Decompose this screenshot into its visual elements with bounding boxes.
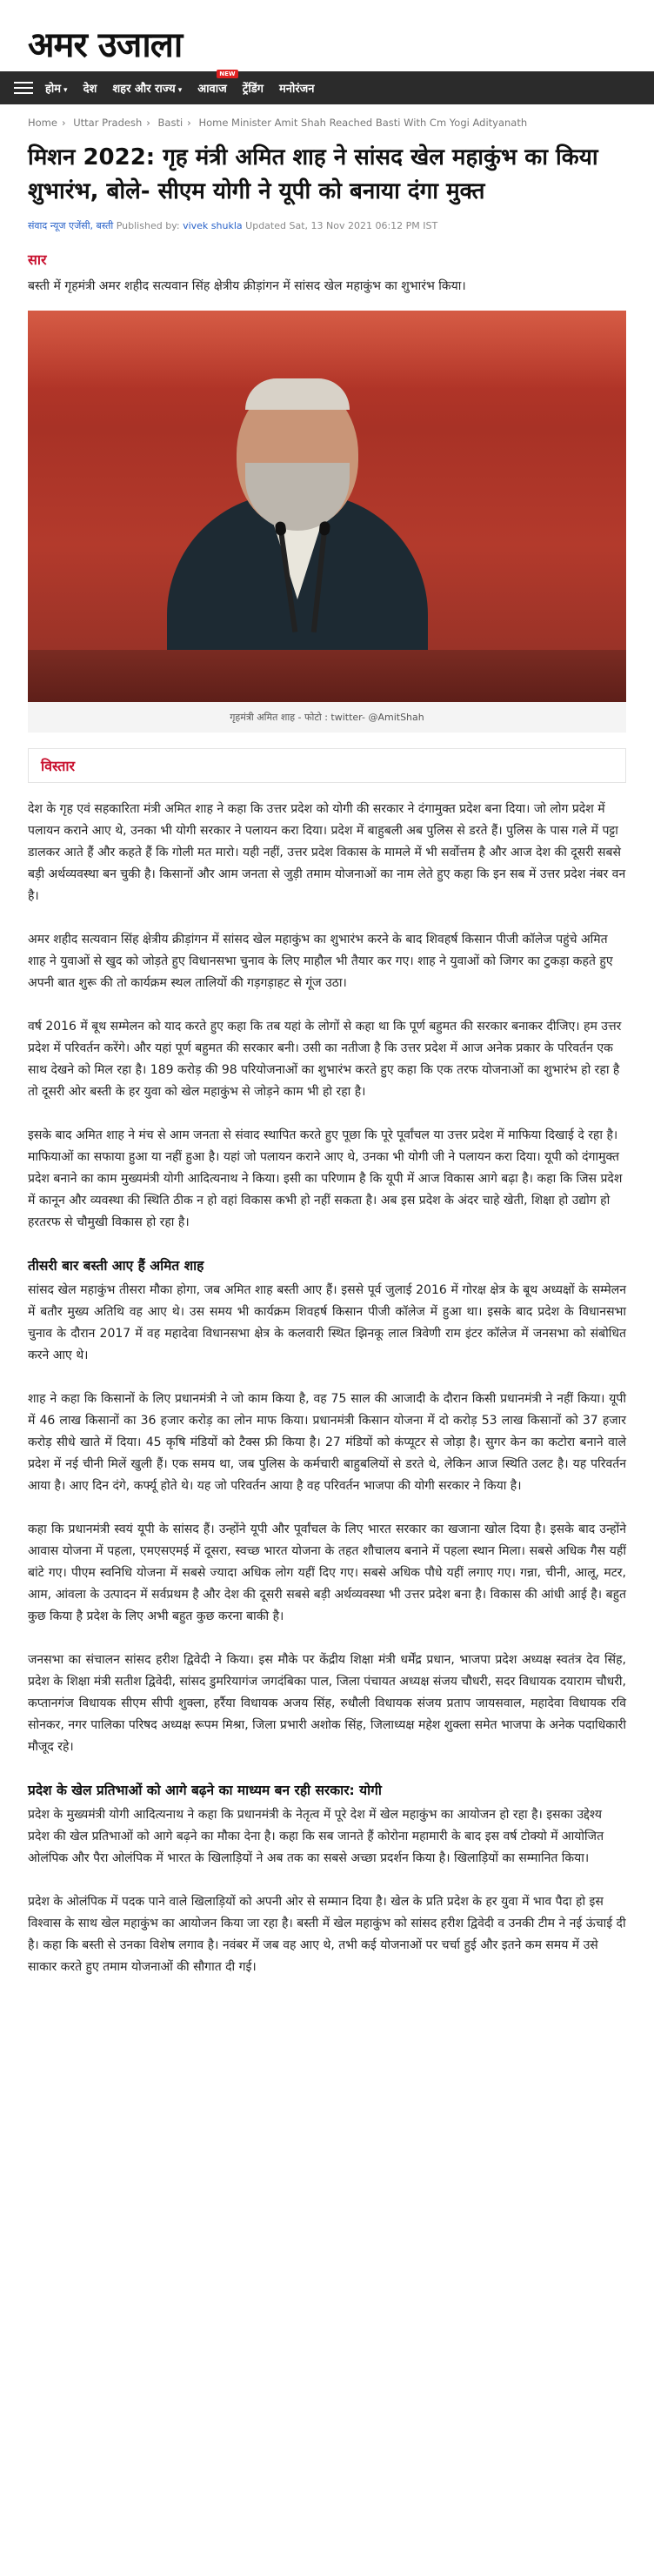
article-paragraph: इसके बाद अमित शाह ने मंच से आम जनता से संवाद स्थापित करते हुए पूछा कि पूरे पूर्वांचल या उत्तर प्रदेश में माफिया दिखाई दे रहा है। माफियाओं का सफाया हुआ या नहीं हुआ है। यहां जो पलायन कराने आए थे, उनका भी योगी जी ने पलायन करा दिया। यूपी को दंगामुक्त प्रदेश बनाने का काम मुख्यमंत्री योगी आदित्यनाथ ने किया। इसी का परिणाम है कि यूपी में आज विकास आगे बढ़ा है। कहा कि जिस प्रदेश में कानून और व्यवस्था की स्थिति ठीक न हो वहां विकास कभी हो नहीं सकता है। अब इस प्रदेश के अंदर चाहे खेती, शिक्षा हो उद्योग हो हरतरफ से चौमुखी विकास हो रहा है। — [28, 1128, 623, 1229]
chevron-down-icon: ▾ — [177, 86, 183, 95]
nav-item-city-state[interactable]: शहर और राज्य ▾ — [112, 83, 183, 96]
article-paragraph: वर्ष 2016 में बूथ सम्मेलन को याद करते हुए कहा कि तब यहां के लोगों से कहा था कि पूर्ण बहुमत की सरकार बनाकर दीजिए। हम उत्तर प्रदेश में परिवर्तन करेंगे। और यहां पूर्ण बहुमत की सरकार बनी। उसी का नतीजा है कि उत्तर प्रदेश में आज अनेक प्रकार के परिवर्तन एक साथ देखने को मिल रहा है। 189 करोड़ की 98 परियोजनाओं का शुभारंभ करते हुए कहा कि एक तरफ योजनाओं का शुभारंभ हो रहा है तो दूसरी ओर बस्ती के हर युवा को खेल महाकुंभ से जोड़ने काम भी हो रहा है। — [28, 1020, 622, 1099]
nav-item-trending[interactable]: ट्रेंडिंग — [242, 83, 264, 96]
photo-caption: गृहमंत्री अमित शाह - फोटो : twitter- @AmitShah — [28, 702, 626, 733]
article-paragraph: अमर शहीद सत्यवान सिंह क्षेत्रीय क्रीड़ांगन में सांसद खेल महाकुंभ का शुभारंभ करने के बाद शिवहर्ष किसान पीजी कॉलेज पहुंचे अमित शाह ने युवाओं से खुद को जोड़ते हुए विधानसभा चुनाव के लिए माहौल भी तैयार कर गए। शाह ने युवाओं को जिगर का टुकड़ा कहते हुए अपनी बात शुरू की तो कार्यक्रम स्थल तालियों की गड़गड़ाहट से गूंज उठा। — [28, 933, 613, 990]
breadcrumb-uttar-pradesh[interactable]: Uttar Pradesh — [73, 117, 143, 129]
article-byline — [0, 209, 654, 232]
byline-published-label: Published by: — [116, 220, 180, 231]
detail-label: विस्तार — [41, 758, 76, 774]
article-paragraph: सांसद खेल महाकुंभ तीसरा मौका होगा, जब अमित शाह बस्ती आए हैं। इससे पूर्व जुलाई 2016 में गोरक्ष क्षेत्र के बूथ अध्यक्षों के सम्मेलन में बतौर मुख्य अतिथि वह आए थे। उस समय भी कार्यक्रम शिवहर्ष किसान पीजी कॉलेज में हुआ था। इसके बाद प्रदेश के विधानसभा चुनाव के दौरान 2017 में वह महादेवा विधानसभा क्षेत्र के कलवारी स्थित झिनकू लाल त्रिवेणी राम इंटर कॉलेज में जनसभा को संबोधित करने आए थे। — [28, 1283, 626, 1362]
byline-updated: Updated Sat, 13 Nov 2021 06:12 PM IST — [245, 220, 438, 231]
article-headline: मिशन 2022: गृह मंत्री अमित शाह ने सांसद खेल महाकुंभ का किया शुभारंभ, बोले- सीएम योगी ने यूपी को बनाया दंगा मुक्त — [28, 144, 598, 204]
section-heading: प्रदेश के खेल प्रतिभाओं को आगे बढ़ने का माध्यम बन रही सरकार: योगी — [28, 1783, 382, 1798]
article-paragraph: प्रदेश के ओलंपिक में पदक पाने वाले खिलाड़ियों को अपनी ओर से सम्मान दिया है। खेल के प्रति प्रदेश के हर युवा में भाव पैदा हो इस विश्वास के साथ खेल महाकुंभ का आयोजन किया जा रहा है। बस्ती में खेल महाकुंभ को सांसद हरीश द्विवेदी व उनकी टीम ने नई ऊंचाई दी है। कहा कि बस्ती से उनका विशेष लगाव है। नवंबर में जब वह आए थे, तभी कई योजनाओं पर चर्चा हुई और इतने कम समय में उसे साकार करते हुए तमाम योजनाओं की सौगात दी गई। — [28, 1895, 626, 1974]
nav-item-awaaz[interactable]: NEW आवाज — [197, 80, 227, 96]
breadcrumb-current: Home Minister Amit Shah Reached Basti With Cm Yogi Adityanath — [198, 117, 528, 129]
breadcrumb: Home › Uttar Pradesh › Basti › Home Minister Amit Shah Reached Basti With Cm Yogi Adityanath — [28, 117, 528, 129]
article-body — [0, 783, 654, 1978]
article-paragraph: देश के गृह एवं सहकारिता मंत्री अमित शाह ने कहा कि उत्तर प्रदेश को योगी की सरकार ने दंगामुक्त प्रदेश बना दिया। जो लोग प्रदेश में पलायन कराने आए थे, उनका भी योगी सरकार ने पलायन करा दिया। प्रदेश में बाहुबली अब पुलिस से डरते हैं। पुलिस के पास गले में पट्टा डालकर आते हैं और कहते हैं कि गोली मत मारो। यही नहीं, उत्तर प्रदेश विकास के मामले में भी सर्वोत्तम है और आज देश की दूसरी सबसे बड़ी अर्थव्यवस्था बन चुकी है। किसानों और आम जनता से जुड़ी तमाम योजनाओं का नाम लेते हुए कहा कि इन सब में उत्तर प्रदेश नंबर वन है। — [28, 802, 626, 903]
article-paragraph: कहा कि प्रधानमंत्री स्वयं यूपी के सांसद हैं। उन्होंने यूपी और पूर्वांचल के लिए भारत सरकार का खजाना खोल दिया है। इसके बाद उन्होंने आवास योजना में पहला, एमएसएमई में दूसरा, स्वच्छ भारत योजना के तहत शौचालय बनाने में पहला स्थान मिला। सबसे अधिक गैस यहीं बांटे गए। पीएम स्वनिधि योजना में सबसे ज्यादा अधिक लोग यहीं दिए गए। सबसे अधिक पौधे यहीं लगाए गए। गन्ना, चीनी, आलू, मटर, आम, आंवला के उत्पादन में सर्वप्रथम है और देश की दूसरी सबसे बड़ी अर्थव्यवस्था भी उत्तर प्रदेश बना है। विकास की आंधी आई है। बहुत कुछ किया है प्रदेश के लिए अभी बहुत कुछ करना बाकी है। — [28, 1522, 626, 1623]
site-header — [0, 0, 654, 71]
section-heading: तीसरी बार बस्ती आए हैं अमित शाह — [28, 1258, 204, 1274]
main-nav — [0, 71, 654, 104]
breadcrumb-basti[interactable]: Basti — [157, 117, 184, 129]
article-photo — [28, 311, 626, 702]
nav-item-entertainment[interactable]: मनोरंजन — [278, 83, 315, 96]
detail-section-header — [28, 748, 626, 783]
article-paragraph: प्रदेश के मुख्यमंत्री योगी आदित्यनाथ ने कहा कि प्रधानमंत्री के नेतृत्व में पूरे देश में खेल महाकुंभ का आयोजन हो रहा है। इसका उद्देश्य प्रदेश की खेल प्रतिभाओं को आगे बढ़ने का मौका देना है। कहा कि सब जानते हैं कोरोना महामारी के बाद इस वर्ष टोक्यो में आयोजित ओलंपिक और पैरा ओलंपिक में भारत के खिलाड़ियों ने अब तक का सबसे अच्छा प्रदर्शन किया है। खिलाड़ियों का सम्मानित किया। — [28, 1808, 604, 1865]
chevron-down-icon: ▾ — [63, 86, 68, 95]
article-paragraph: जनसभा का संचालन सांसद हरीश द्विवेदी ने किया। इस मौके पर केंद्रीय शिक्षा मंत्री धर्मेंद्र प्रधान, भाजपा प्रदेश अध्यक्ष स्वतंत्र देव सिंह, प्रदेश के शिक्षा मंत्री सतीश द्विवेदी, सांसद डुमरियागंज जगदंबिका पाल, जिला पंचायत अध्यक्ष संजय चौधरी, सदर विधायक दयाराम चौधरी, कप्तानगंज विधायक सीएम सीपी शुक्ला, हर्रैया विधायक अजय सिंह, रुधौली विधायक संजय प्रताप जायसवाल, महादेवा विधायक रवि सोनकर, नगर पालिका परिषद अध्यक्ष रूपम मिश्रा, जिला प्रभारी अशोक सिंह, जिलाध्यक्ष महेश शुक्ला समेत भाजपा के अनेक पदाधिकारी मौजूद रहे। — [28, 1653, 627, 1754]
article-paragraph: शाह ने कहा कि किसानों के लिए प्रधानमंत्री ने जो काम किया है, वह 75 साल की आजादी के दौरान किसी प्रधानमंत्री ने नहीं किया। यूपी में 46 लाख किसानों का 36 हजार करोड़ का लोन माफ किया। प्रधानमंत्री किसान योजना में दो करोड़ 53 लाख किसानों को 37 हजार करोड़ सीधे खाते में दिया। 45 कृषि मंडियों को टैक्स फ्री किया है। 27 मंडियों को कंप्यूटर से जोड़ा है। सुगर केन का कटोरा बनाने वाले प्रदेश में नई चीनी मिलें खुली हैं। एक समय था, जब पुलिस के कर्मचारी बाहुबलियों से डरते थे, लेकिन आज स्थिति उलट है। यह परिवर्तन आया है। आए दिन दंगे, कर्फ्यू होते थे। यह जो परिवर्तन आया है वह परिवर्तन भाजपा की योगी सरकार ने किया है। — [28, 1392, 626, 1493]
summary-label: सार — [28, 251, 47, 268]
hamburger-menu-icon[interactable] — [14, 82, 33, 94]
nav-item-home[interactable]: होम ▾ — [45, 83, 68, 96]
breadcrumb-home[interactable]: Home — [28, 117, 57, 129]
nav-item-desh[interactable]: देश — [83, 83, 97, 96]
article-summary: बस्ती में गृहमंत्री अमर शहीद सत्यवान सिंह क्षेत्रीय क्रीड़ांगन में सांसद खेल महाकुंभ का शुभारंभ किया। — [28, 279, 466, 293]
byline-source[interactable]: संवाद न्यूज एजेंसी, बस्ती — [28, 220, 114, 231]
byline-author[interactable]: vivek shukla — [183, 220, 243, 231]
new-badge: NEW — [217, 70, 237, 78]
site-logo[interactable]: अमर उजाला — [28, 24, 183, 65]
